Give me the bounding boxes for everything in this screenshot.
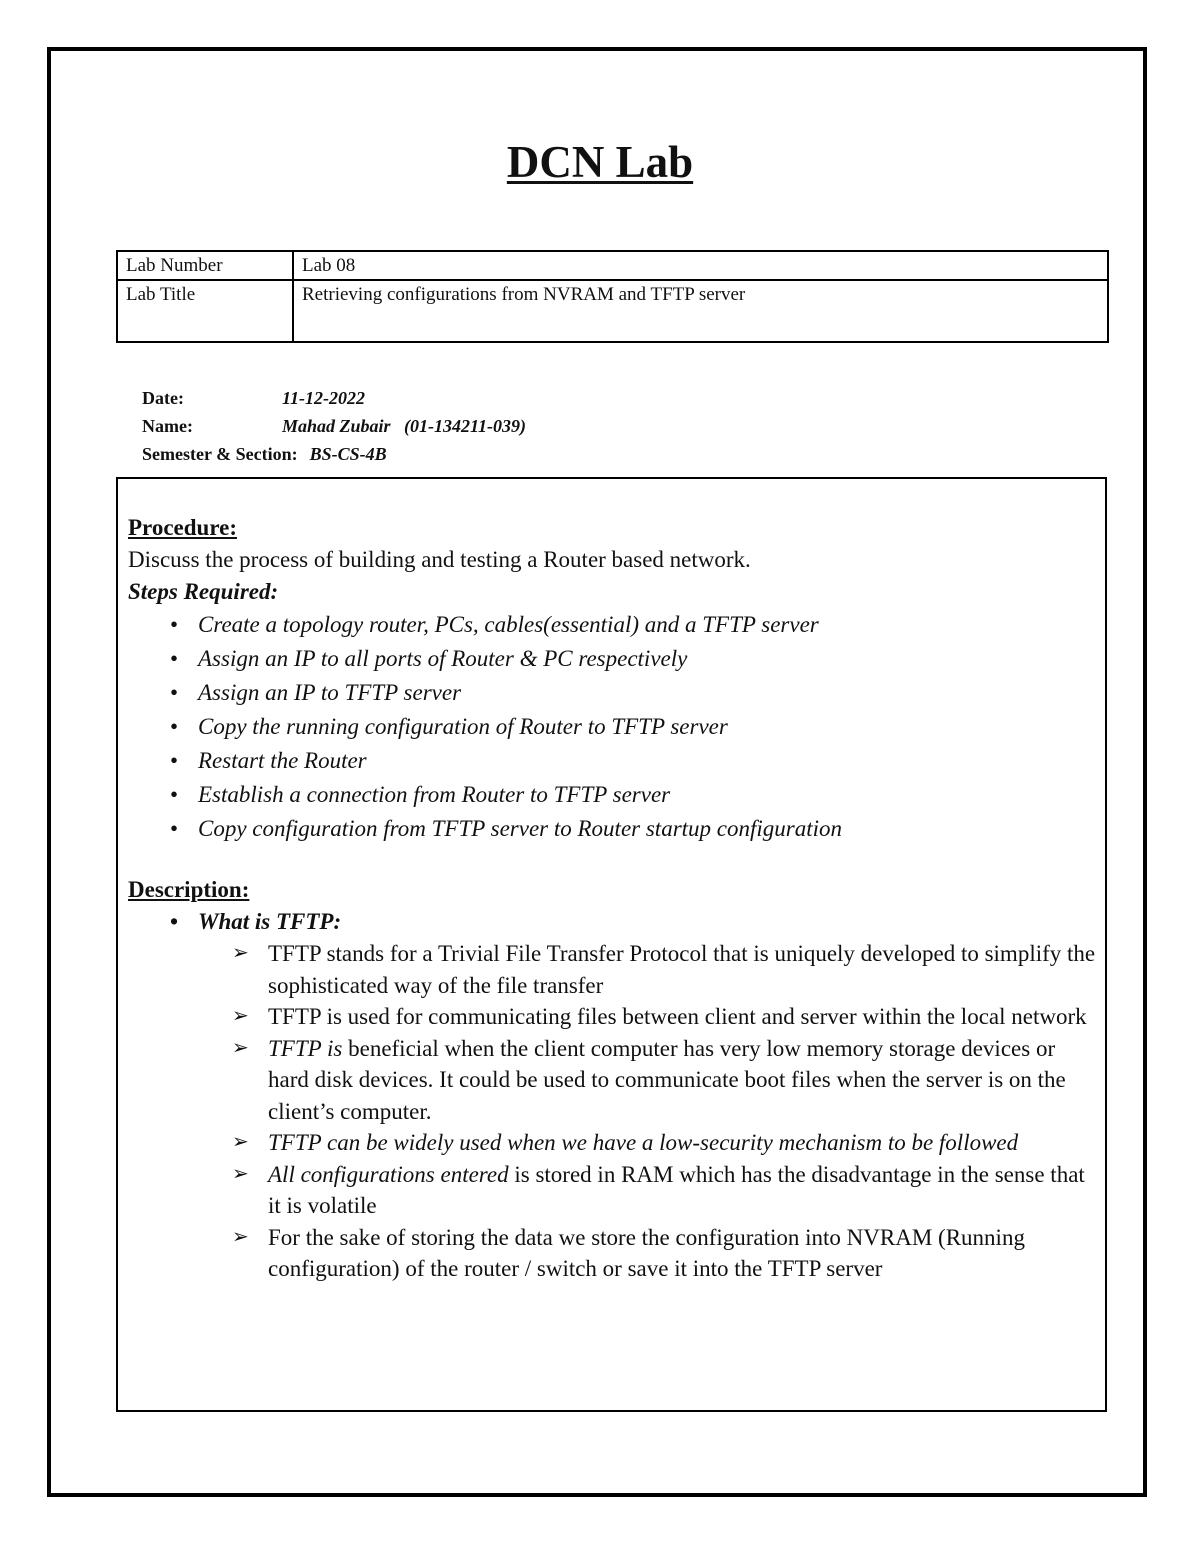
arrow-icon: ➢ (232, 942, 249, 964)
list-item (128, 744, 1098, 778)
section-row (142, 440, 526, 468)
step-text: Establish a connection from Router to TFTP server (198, 782, 671, 807)
list-item (128, 608, 1098, 642)
table-row (117, 251, 1108, 280)
list-item (128, 1001, 1098, 1033)
point-text: TFTP stands for a Trivial File Transfer Protocol that is uniquely developed to simplify the sophisticated way of the file transfer (268, 941, 1096, 998)
list-item (128, 710, 1098, 744)
steps-heading: Steps Required: (128, 579, 279, 604)
step-text: Restart the Router (198, 748, 367, 773)
point-text-italic: TFTP can be widely used when we have a low-security mechanism to be followed (268, 1130, 1019, 1155)
description-heading: Description: (128, 877, 250, 902)
lab-number-label: Lab Number (117, 251, 293, 280)
bullet-icon: • (169, 612, 179, 637)
section-label: Semester & Section: (142, 444, 298, 464)
procedure-intro: Discuss the process of building and testing a Router based network. (128, 547, 751, 572)
description-points (128, 938, 1098, 1285)
description-item-text: What is TFTP: (198, 909, 342, 934)
bullet-icon: • (169, 782, 179, 807)
lab-title-label: Lab Title (117, 280, 293, 342)
date-value: 11-12-2022 (282, 388, 365, 408)
bullet-icon: • (169, 646, 179, 671)
arrow-icon: ➢ (232, 1005, 249, 1027)
date-label: Date: (142, 388, 184, 408)
section-value: BS-CS-4B (309, 444, 387, 464)
steps-list (128, 608, 1098, 846)
content (128, 512, 1098, 1285)
lab-number-value: Lab 08 (293, 251, 1108, 280)
name-label: Name: (142, 416, 193, 436)
list-item (128, 1222, 1098, 1285)
procedure-heading: Procedure: (128, 515, 238, 540)
step-text: Assign an IP to TFTP server (198, 680, 462, 705)
point-text: beneficial when the client computer has very low memory storage devices or hard disk devices. It could be used to communicate boot files when the server is on the client’s computer. (268, 1035, 1066, 1124)
list-item (128, 938, 1098, 1001)
list-item (128, 812, 1098, 846)
step-text: Copy configuration from TFTP server to Router startup configuration (198, 816, 842, 841)
step-text: Copy the running configuration of Router to TFTP server (198, 714, 728, 739)
lab-info-table (116, 250, 1109, 343)
description-item (128, 906, 1098, 938)
point-text: For the sake of storing the data we store the configuration into NVRAM (Running configuration) of the router / switch or save it into the TFTP server (268, 1224, 1025, 1281)
bullet-icon: • (169, 680, 179, 705)
point-text: is stored in RAM which has the disadvantage in the sense that it is volatile (268, 1161, 1085, 1218)
bullet-icon: • (169, 816, 179, 841)
name-row (142, 412, 526, 440)
student-meta (142, 384, 526, 468)
arrow-icon: ➢ (232, 1162, 249, 1185)
list-item (128, 1159, 1098, 1222)
point-text-italic: All configurations entered (268, 1161, 509, 1187)
arrow-icon: ➢ (232, 1225, 249, 1248)
date-row (142, 384, 526, 412)
table-row (117, 280, 1108, 342)
bullet-icon: • (169, 909, 179, 934)
bullet-icon: • (169, 714, 179, 739)
list-item (128, 1127, 1098, 1159)
document-title: DCN Lab (506, 137, 694, 187)
list-item (128, 1033, 1098, 1128)
point-text-italic: TFTP is (268, 1035, 343, 1061)
step-text: Assign an IP to all ports of Router & PC respectively (198, 646, 688, 671)
arrow-icon: ➢ (232, 1131, 249, 1153)
arrow-icon: ➢ (232, 1036, 249, 1059)
bullet-icon: • (169, 748, 179, 773)
lab-title-value: Retrieving configurations from NVRAM and TFTP server (293, 280, 1108, 342)
step-text: Create a topology router, PCs, cables(essential) and a TFTP server (198, 612, 819, 637)
name-value: Mahad Zubair (01-134211-039) (282, 416, 527, 436)
spacer (128, 846, 1098, 874)
list-item (128, 676, 1098, 710)
point-text: TFTP is used for communicating files between client and server within the local network (268, 1004, 1087, 1029)
list-item (128, 778, 1098, 812)
list-item (128, 642, 1098, 676)
